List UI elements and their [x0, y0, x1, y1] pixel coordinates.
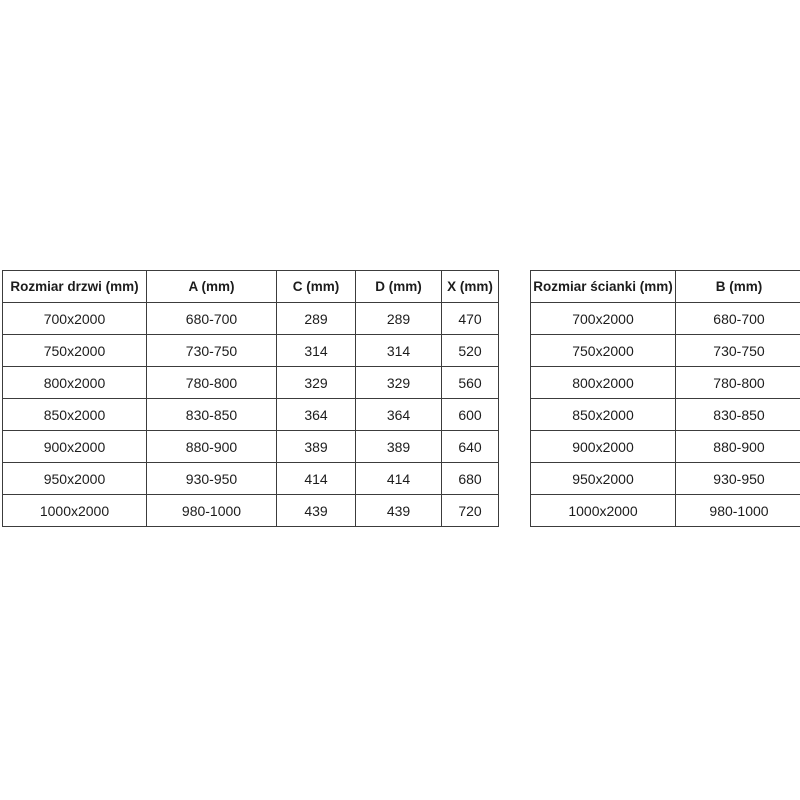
- table-cell: 950x2000: [3, 463, 147, 495]
- header-row: [3, 271, 499, 303]
- table-cell: 780-800: [676, 367, 800, 399]
- column-header: Rozmiar drzwi (mm): [3, 271, 147, 303]
- table-cell: 1000x2000: [3, 495, 147, 527]
- table-row: [3, 463, 499, 495]
- table-row: [3, 495, 499, 527]
- door-size-table: [2, 270, 499, 527]
- column-header: D (mm): [356, 271, 442, 303]
- table-cell: 389: [277, 431, 356, 463]
- table-cell: 780-800: [147, 367, 277, 399]
- table-cell: 364: [277, 399, 356, 431]
- table-row: [531, 399, 800, 431]
- table-cell: 900x2000: [531, 431, 676, 463]
- table-cell: 640: [442, 431, 499, 463]
- table-cell: 730-750: [676, 335, 800, 367]
- table-cell: 414: [277, 463, 356, 495]
- table-cell: 470: [442, 303, 499, 335]
- table-row: [531, 431, 800, 463]
- table-cell: 730-750: [147, 335, 277, 367]
- table-cell: 800x2000: [531, 367, 676, 399]
- table-row: [3, 335, 499, 367]
- table-cell: 850x2000: [531, 399, 676, 431]
- table-cell: 680-700: [676, 303, 800, 335]
- table-cell: 980-1000: [676, 495, 800, 527]
- table-cell: 1000x2000: [531, 495, 676, 527]
- table-row: [531, 335, 800, 367]
- table-cell: 830-850: [676, 399, 800, 431]
- table-cell: 600: [442, 399, 499, 431]
- table-cell: 314: [277, 335, 356, 367]
- table-cell: 700x2000: [3, 303, 147, 335]
- table-cell: 880-900: [147, 431, 277, 463]
- table-row: [531, 367, 800, 399]
- column-header: C (mm): [277, 271, 356, 303]
- table-cell: 880-900: [676, 431, 800, 463]
- table-cell: 389: [356, 431, 442, 463]
- table-cell: 750x2000: [3, 335, 147, 367]
- table-cell: 289: [277, 303, 356, 335]
- table-cell: 364: [356, 399, 442, 431]
- table-cell: 439: [356, 495, 442, 527]
- table-row: [531, 463, 800, 495]
- table-cell: 850x2000: [3, 399, 147, 431]
- table-cell: 414: [356, 463, 442, 495]
- column-header: Rozmiar ścianki (mm): [531, 271, 676, 303]
- table-cell: 329: [277, 367, 356, 399]
- table-row: [3, 367, 499, 399]
- header-row: [531, 271, 800, 303]
- table-cell: 314: [356, 335, 442, 367]
- table-cell: 980-1000: [147, 495, 277, 527]
- table-row: [3, 431, 499, 463]
- table-row: [3, 303, 499, 335]
- table-cell: 520: [442, 335, 499, 367]
- table-cell: 680-700: [147, 303, 277, 335]
- table-cell: 930-950: [676, 463, 800, 495]
- table-cell: 830-850: [147, 399, 277, 431]
- table-cell: 289: [356, 303, 442, 335]
- wall-size-table: [530, 270, 800, 527]
- table-cell: 900x2000: [3, 431, 147, 463]
- table-cell: 560: [442, 367, 499, 399]
- column-header: A (mm): [147, 271, 277, 303]
- table-row: [531, 303, 800, 335]
- table-cell: 800x2000: [3, 367, 147, 399]
- column-header: B (mm): [676, 271, 800, 303]
- table-row: [531, 495, 800, 527]
- table-cell: 439: [277, 495, 356, 527]
- table-cell: 750x2000: [531, 335, 676, 367]
- table-cell: 930-950: [147, 463, 277, 495]
- column-header: X (mm): [442, 271, 499, 303]
- table-cell: 950x2000: [531, 463, 676, 495]
- table-cell: 329: [356, 367, 442, 399]
- table-row: [3, 399, 499, 431]
- table-cell: 680: [442, 463, 499, 495]
- table-cell: 720: [442, 495, 499, 527]
- table-cell: 700x2000: [531, 303, 676, 335]
